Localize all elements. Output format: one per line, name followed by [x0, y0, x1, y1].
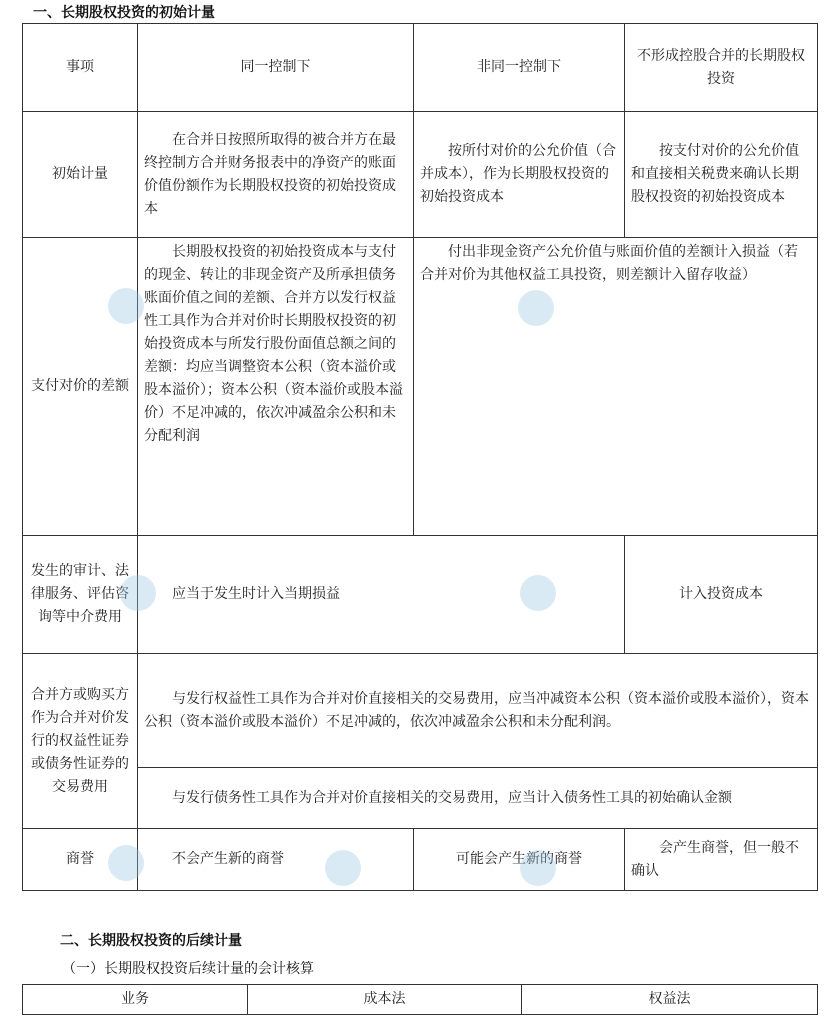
row-label-fees: 合并方或购买方作为合并对价发行的权益性证券或债务性证券的交易费用: [23, 654, 138, 829]
table-row: [23, 112, 818, 238]
section-2-title: 二、长期股权投资的后续计量: [60, 933, 242, 949]
table-row: [23, 829, 818, 891]
row-label-difference: 支付对价的差额: [23, 238, 138, 536]
cell-goodwill-nonsame: 可能会产生新的商誉: [414, 829, 625, 891]
header-business: 业务: [23, 985, 248, 1015]
cell-audit-noncontrol: 计入投资成本: [625, 536, 818, 654]
row-label-initial: 初始计量: [23, 112, 138, 238]
cell-goodwill-noncontrol: 会产生商誉，但一般不确认: [625, 829, 818, 891]
table-row: [23, 24, 818, 112]
header-equity-method: 权益法: [522, 985, 818, 1015]
cell-initial-noncontrol: 按支付对价的公允价值和直接相关税费来确认长期股权投资的初始投资成本: [625, 112, 818, 238]
section-1-title: 一、长期股权投资的初始计量: [33, 5, 215, 21]
cell-goodwill-same: 不会产生新的商誉: [138, 829, 414, 891]
header-item: 事项: [23, 24, 138, 112]
cell-initial-same: 在合并日按照所取得的被合并方在最终控制方合并财务报表中的净资产的账面价值份额作为长期股权投资的初始投资成本: [138, 112, 414, 238]
table-row: [23, 768, 818, 829]
row-label-audit: 发生的审计、法律服务、评估咨询等中介费用: [23, 536, 138, 654]
table-row: [23, 238, 818, 536]
table-row: [23, 985, 818, 1015]
header-non-same-control: 非同一控制下: [414, 24, 625, 112]
subsequent-measurement-table: [22, 984, 818, 1015]
cell-fees-equity: 与发行权益性工具作为合并对价直接相关的交易费用，应当冲减资本公积（资本溢价或股本溢价），资本公积（资本溢价或股本溢价）不足冲减的，依次冲减盈余公积和未分配利润。: [138, 654, 818, 768]
table-row: [23, 536, 818, 654]
section-2-subtitle: （一）长期股权投资后续计量的会计核算: [62, 961, 314, 977]
header-same-control: 同一控制下: [138, 24, 414, 112]
cell-difference-same: 长期股权投资的初始投资成本与支付的现金、转让的非现金资产及所承担债务账面价值之间的差额、合并方以发行权益性工具作为合并对价时长期股权投资的初始投资成本与所发行股份面值总额之间的差额：均应当调整资本公积（资本溢价或股本溢价）；资本公积（资本溢价或股本溢价）不足冲减的，依次冲减盈余公积和未分配利润: [138, 238, 414, 536]
cell-difference-other: 付出非现金资产公允价值与账面价值的差额计入损益（若合并对价为其他权益工具投资，则差额计入留存收益）: [414, 238, 818, 536]
cell-fees-debt: 与发行债务性工具作为合并对价直接相关的交易费用，应当计入债务性工具的初始确认金额: [138, 768, 818, 829]
initial-measurement-table: [22, 23, 818, 891]
cell-audit-merged: 应当于发生时计入当期损益: [138, 536, 625, 654]
cell-initial-nonsame: 按所付对价的公允价值（合并成本），作为长期股权投资的初始投资成本: [414, 112, 625, 238]
header-cost-method: 成本法: [248, 985, 522, 1015]
header-non-controlling: 不形成控股合并的长期股权投资: [625, 24, 818, 112]
row-label-goodwill: 商誉: [23, 829, 138, 891]
table-row: [23, 654, 818, 768]
